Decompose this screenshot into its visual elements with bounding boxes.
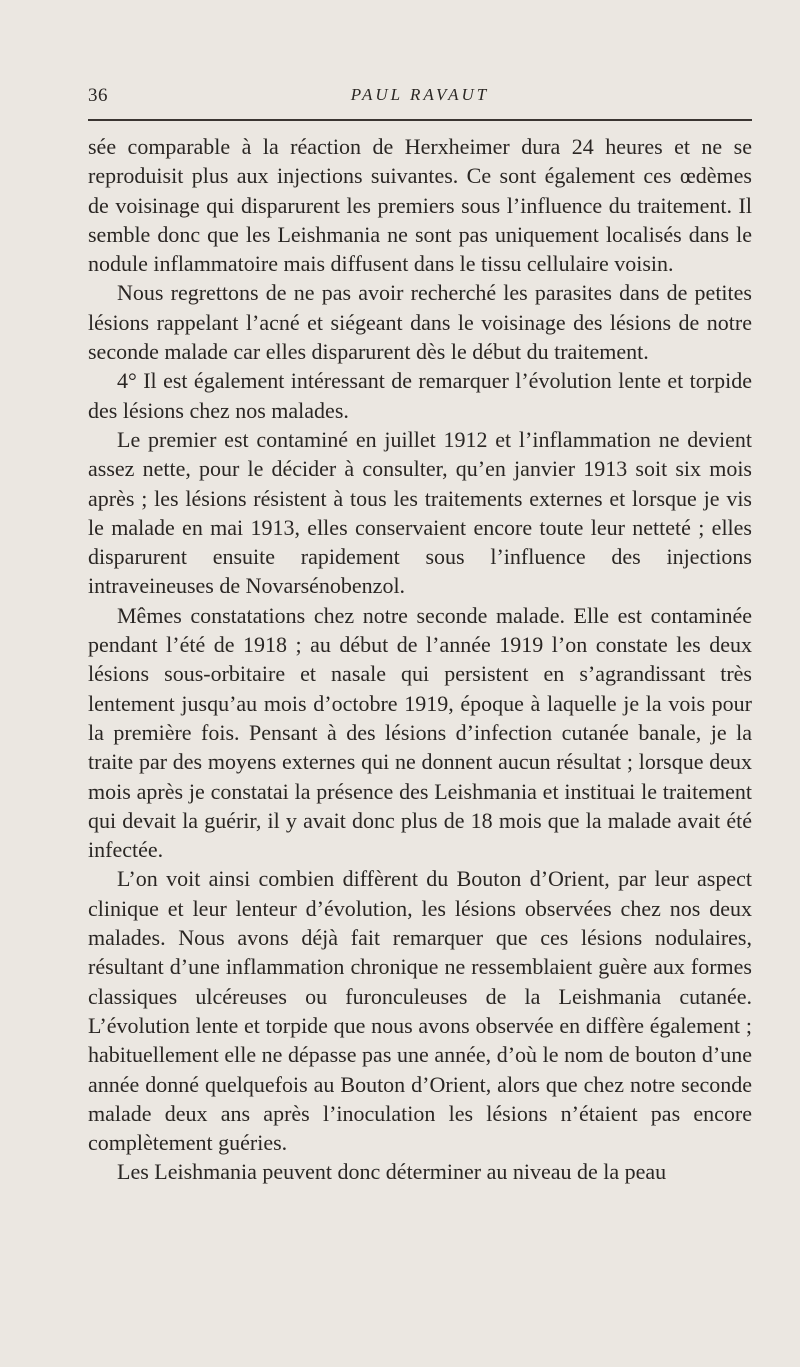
paragraph: Mêmes constatations chez notre seconde malade. Elle est contaminée pendant l’été de 1918 ; au début de l’année 1919 l’on constate les deux lésions sous-orbitaire et nasale qui persistent en s’agrandissant très lentement jusqu’au mois d’octobre 1919, époque à laquelle je la vois pour la première fois. Pensant à des lésions d’infection cutanée banale, je la traite par des moyens externes qui ne donnent aucun résultat ; lorsque deux mois après je constatai la présence des Leishmania et instituai le traitement qui devait la guérir, il y avait donc plus de 18 mois que la malade avait été infectée. bbox=[88, 602, 752, 863]
paragraph: Le premier est contaminé en juillet 1912 et l’inflammation ne devient assez nette, pour le décider à consulter, qu’en janvier 1913 soit six mois après ; les lésions résistent à tous les traitements externes et lorsque je vis le malade en mai 1913, elles conservaient encore toute leur netteté ; elles disparurent ensuite rapidement sous l’influence des injections intraveineuses de Novarsénobenzol. bbox=[88, 426, 752, 599]
paragraph: L’on voit ainsi combien diffèrent du Bouton d’Orient, par leur aspect clinique et leur lenteur d’évolution, les lésions observées chez nos deux malades. Nous avons déjà fait remarquer que ces lésions nodulaires, résultant d’une inflammation chronique ne ressemblaient guère aux formes classiques ulcéreuses ou furonculeuses de la Leishmania cutanée. L’évolution lente et torpide que nous avons observée en diffère également ; habituellement elle ne dépasse pas une année, d’où le nom de bouton d’une année donné quelquefois au Bouton d’Orient, alors que chez notre seconde malade deux ans après l’inoculation les lésions n’étaient pas encore complètement guéries. bbox=[88, 866, 752, 1156]
paragraph: Nous regrettons de ne pas avoir recherché les parasites dans de petites lésions rappelant l’acné et siégeant dans le voisinage des lésions de notre seconde malade car elles disparurent dès le début du traitement. bbox=[88, 280, 752, 365]
paragraph-continued: sée comparable à la réaction de Herxheimer dura 24 heures et ne se reproduisit plus aux injections suivantes. Ce sont également ces œdèmes de voisinage qui disparurent les premiers sous l’influence du traitement. Il semble donc que les Leishmania ne sont pas uniquement localisés dans le nodule inflammatoire mais diffusent dans le tissu cellulaire voisin. bbox=[88, 134, 752, 277]
page-header bbox=[88, 85, 752, 115]
paragraph: Les Leishmania peuvent donc déterminer au niveau de la peau bbox=[117, 1159, 667, 1185]
running-head: PAUL RAVAUT bbox=[350, 85, 490, 104]
page-number: 36 bbox=[88, 85, 108, 106]
paragraph: 4° Il est également intéressant de remarquer l’évolution lente et torpide des lésions chez nos malades. bbox=[88, 368, 752, 423]
body-text bbox=[88, 132, 752, 1187]
header-rule bbox=[88, 119, 752, 121]
